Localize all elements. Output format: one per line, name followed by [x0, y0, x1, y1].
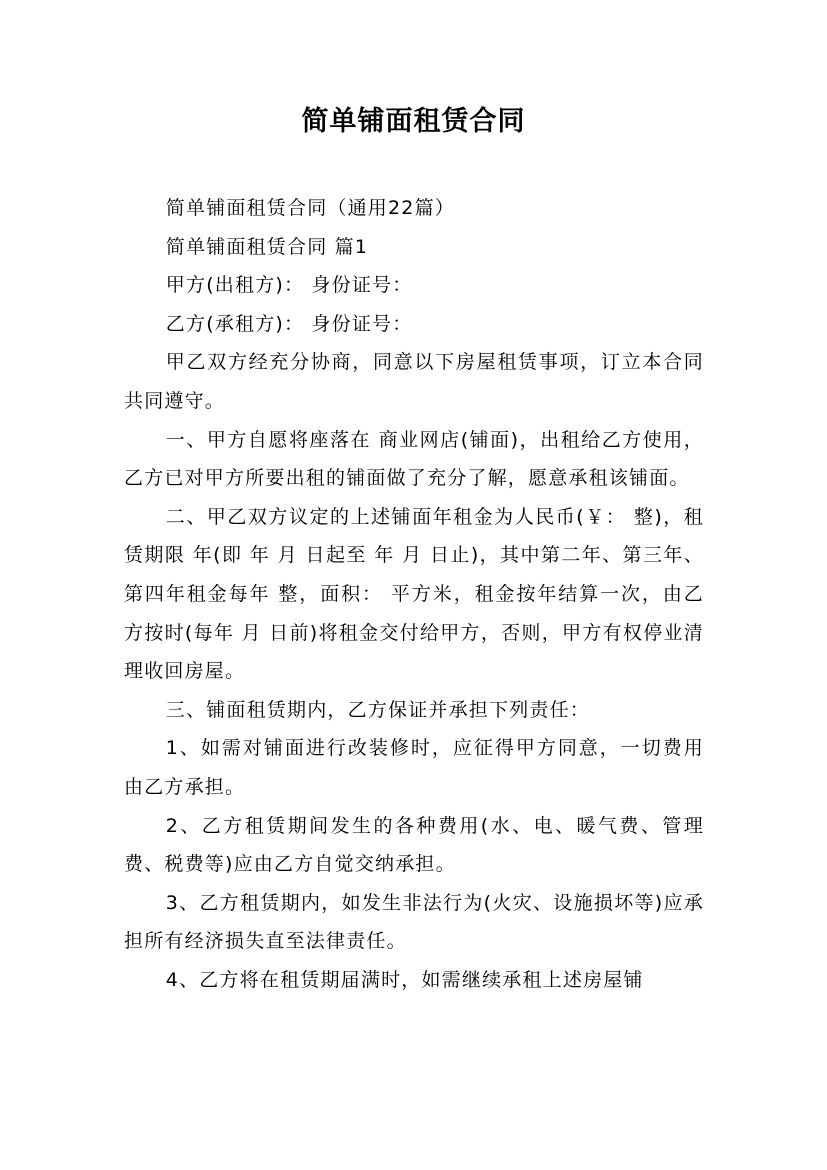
- paragraph-item-3: 3、乙方租赁期内，如发生非法行为(火灾、设施损坏等)应承担所有经济损失直至法律责任。: [124, 891, 704, 953]
- paragraph-item-1: 1、如需对铺面进行改装修时，应征得甲方同意，一切费用由乙方承担。: [124, 737, 704, 798]
- paragraph-item-4: 4、乙方将在租赁期届满时，如需继续承租上述房屋铺: [165, 968, 644, 991]
- paragraph-clause-1: 一、甲方自愿将座落在 商业网店(铺面)，出租给乙方使用，乙方已对甲方所要出租的铺面做了充分了解，愿意承租该铺面。: [124, 428, 704, 490]
- paragraph-preamble: 甲乙双方经充分协商，同意以下房屋租赁事项，订立本合同共同遵守。: [124, 351, 704, 412]
- paragraph-section-heading: 简单铺面租赁合同 篇1: [165, 235, 369, 258]
- document-title: 简单铺面租赁合同: [301, 106, 526, 137]
- paragraph-party-a: 甲方(出租方)： 身份证号：: [165, 274, 413, 297]
- paragraph-party-b: 乙方(承租方)： 身份证号：: [165, 312, 413, 335]
- paragraph-clause-3: 三、铺面租赁期内，乙方保证并承担下列责任：: [165, 698, 590, 721]
- paragraph-item-2: 2、乙方租赁期间发生的各种费用(水、电、暖气费、管理费、税费等)应由乙方自觉交纳承担。: [124, 814, 704, 876]
- paragraph-clause-2: 二、甲乙双方议定的上述铺面年租金为人民币(￥： 整)，租赁期限 年(即 年 月 日起至 年 月 日止)，其中第二年、第三年、第四年租金每年 整，面积： 平方米，租金按年结算一次，由乙方按时(每年 月 日前)将租金交付给甲方，否则，甲方有权停业清理收回房屋。: [124, 505, 704, 683]
- document-body: [124, 189, 704, 999]
- paragraph-subtitle: 简单铺面租赁合同（通用22篇）: [165, 197, 455, 219]
